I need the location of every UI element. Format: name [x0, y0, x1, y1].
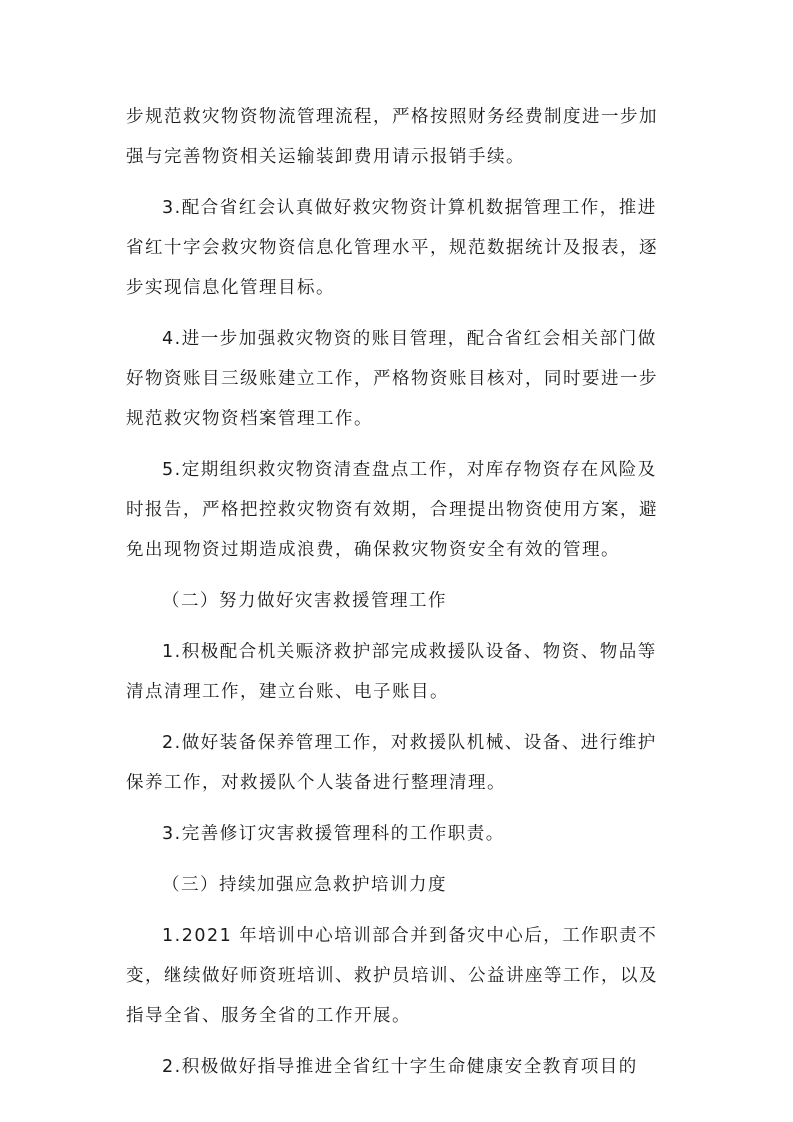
- text-line: 规范救灾物资档案管理工作。: [126, 409, 373, 429]
- paragraph: [126, 632, 694, 712]
- paragraph: [126, 814, 694, 854]
- text-line: 2.做好装备保养管理工作，对救援队机械、设备、进行维护: [162, 733, 657, 753]
- text-line: （三）持续加强应急救护培训力度: [162, 875, 447, 895]
- text-line: 4.进一步加强救灾物资的账目管理，配合省红会相关部门做: [162, 329, 657, 349]
- text-line: 清点清理工作，建立台账、电子账目。: [126, 682, 449, 702]
- text-line: 2.积极做好指导推进全省红十字生命健康安全教育项目的: [162, 1057, 638, 1077]
- text-line: 省红十字会救灾物资信息化管理水平，规范数据统计及报表，逐: [126, 238, 658, 258]
- paragraph: [126, 1047, 694, 1087]
- paragraph: [126, 916, 694, 1036]
- section-heading: [126, 581, 694, 621]
- text-line: 强与完善物资相关运输装卸费用请示报销手续。: [126, 147, 525, 167]
- text-line: 1.2021 年培训中心培训部合并到备灾中心后，工作职责不: [162, 926, 658, 946]
- text-line: 1.积极配合机关赈济救护部完成救援队设备、物资、物品等: [162, 642, 657, 662]
- text-line: （二）努力做好灾害救援管理工作: [162, 591, 447, 611]
- text-line: 5.定期组织救灾物资清查盘点工作，对库存物资存在风险及: [162, 460, 657, 480]
- section-heading: [126, 865, 694, 905]
- text-line: 步规范救灾物资物流管理流程，严格按照财务经费制度进一步加: [126, 107, 658, 127]
- document-body: [126, 97, 694, 1098]
- paragraph: [126, 450, 694, 570]
- text-line: 步实现信息化管理目标。: [126, 278, 335, 298]
- text-line: 好物资账目三级账建立工作，严格物资账目核对，同时要进一步: [126, 369, 658, 389]
- paragraph: [126, 319, 694, 439]
- text-line: 3.配合省红会认真做好救灾物资计算机数据管理工作，推进: [162, 198, 657, 218]
- paragraph: [126, 97, 694, 177]
- paragraph: [126, 723, 694, 803]
- text-line: 指导全省、服务全省的工作开展。: [126, 1006, 411, 1026]
- text-line: 变，继续做好师资班培训、救护员培训、公益讲座等工作，以及: [126, 966, 658, 986]
- paragraph: [126, 188, 694, 308]
- text-line: 3.完善修订灾害救援管理科的工作职责。: [162, 824, 505, 844]
- text-line: 免出现物资过期造成浪费，确保救灾物资安全有效的管理。: [126, 540, 620, 560]
- text-line: 保养工作，对救援队个人装备进行整理清理。: [126, 773, 506, 793]
- text-line: 时报告，严格把控救灾物资有效期，合理提出物资使用方案，避: [126, 500, 658, 520]
